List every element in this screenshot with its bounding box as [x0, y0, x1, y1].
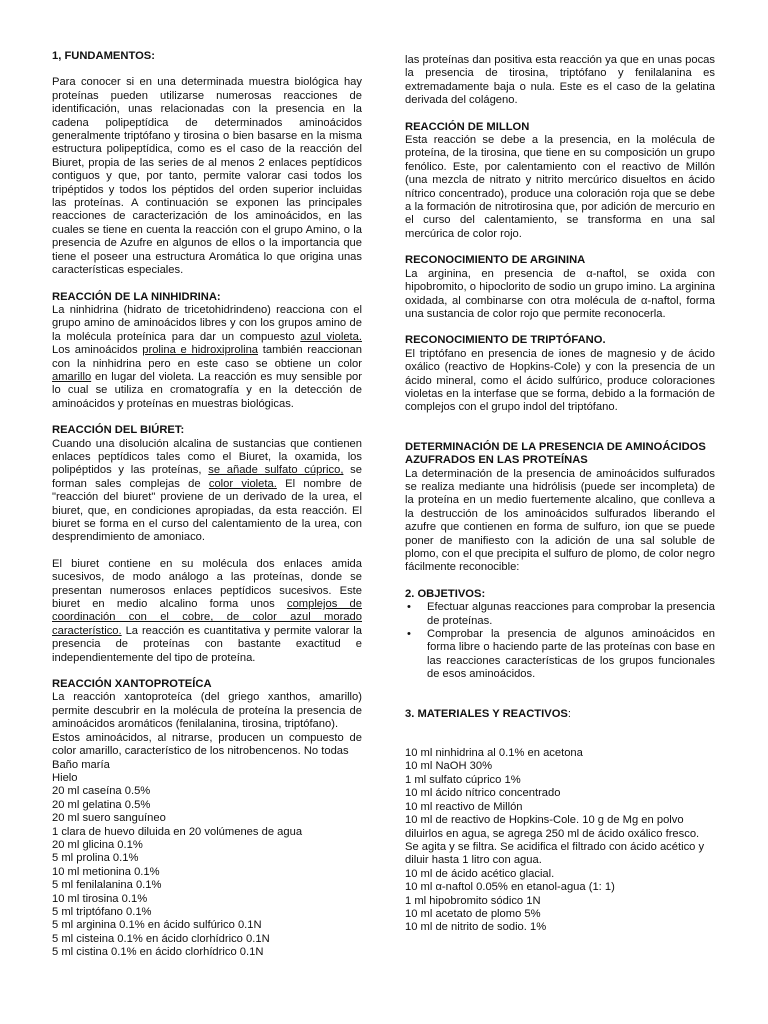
heading-xantoproteica: REACCIÓN XANTOPROTEÍCA: [52, 678, 212, 691]
list-item: 20 ml glicina 0.1%: [52, 838, 143, 851]
paragraph-millon: Esta reacción se debe a la presencia, en la molécula de proteína, de la tirosina, que tiene en su composición un grupo fenólico. Este, por calentamiento con el reactivo de Millón (una mezcla de nitrato y nitrito mercúrico disueltos en ácido nítrico concentrado), produce una coloración roja que se debe a la formación de nitrotirosina que, por adición de mercurio en el curso del calentamiento, se transforma en una sal mercúrica de color rojo.: [405, 134, 715, 240]
list-item: 10 ml acetato de plomo 5%: [405, 907, 541, 920]
paragraph-ninhidrina: La ninhidrina (hidrato de tricetohidrindeno) reacciona con el grupo amino de aminoácidos libres y con los grupos amino de la molécula proteínica para dar un compuesto azul violeta. Los aminoácidos prolina e hidroxiprolina también reaccionan con la ninhidrina pero en este caso se obtiene un color amarillo en lugar del violeta. La reacción es muy sensible por lo cual se utiliza en cromatografía y en la detección de aminoácidos y proteínas en muestras biológicas.: [52, 303, 362, 410]
list-item: 5 ml cistina 0.1% en ácido clorhídrico 0.1N: [52, 946, 264, 959]
list-item: 5 ml arginina 0.1% en ácido sulfúrico 0.1N: [52, 919, 262, 932]
paragraph-xantoproteica-2: Estos aminoácidos, al nitrarse, producen un compuesto de color amarillo, característico de los nitrobencenos. No todas: [52, 731, 362, 758]
heading-arginina: RECONOCIMIENTO DE ARGININA: [405, 254, 586, 267]
list-item: 10 ml de reactivo de Hopkins-Cole. 10 g de Mg en polvo diluirlos en agua, se agrega 250 ml de ácido oxálico fresco. Se agita y se filtra. Se acidifica el filtrado con ácido acético y diluir hasta 1 litro con agua.: [405, 814, 705, 867]
heading-azufrados: DETERMINACIÓN DE LA PRESENCIA DE AMINOÁCIDOS AZUFRADOS EN LAS PROTEÍNAS: [405, 440, 706, 467]
right-column: [405, 54, 715, 935]
list-item: 10 ml NaOH 30%: [405, 760, 493, 773]
list-item: 5 ml cisteina 0.1% en ácido clorhídrico 0.1N: [52, 932, 270, 945]
list-item: 5 ml triptófano 0.1%: [52, 905, 152, 918]
materials-list: [52, 759, 362, 960]
paragraph-fundamentos: Para conocer si en una determinada muestra biológica hay proteínas pueden utilizarse numerosas reacciones de identificación, unas relacionadas con la presencia en la cadena polipeptídica de determinados aminoácidos generalmente triptófano y tirosina o bien basarse en la misma estructura polipeptídica, como es el caso de la reacción del Biuret, propia de las series de al menos 2 enlaces peptídicos contiguos y que, por tanto, permite valorar casi todos los tripéptidos y todos los péptidos del orden superior incluidas las proteínas. A continuación se exponen las principales reacciones de caracterización de los aminoácidos, en las cuales se tiene en cuenta la reacción con el grupo Amino, o la presencia de Azufre en algunos de ellos o la importancia que tiene el poseer una estructura Aromática lo que origina unas características especiales.: [52, 76, 362, 277]
reagents-list: [405, 747, 715, 935]
list-item: 10 ml de nitrito de sodio. 1%: [405, 921, 547, 934]
paragraph-biuret: Cuando una disolución alcalina de sustancias que contienen enlaces peptídicos tales como el Biuret, la oxamida, los polipéptidos y las proteínas, se añade sulfato cúprico, se forman sales complejas de color violeta. El nombre de "reacción del biuret" proviene de un derivado de la urea, el biuret, que, en condiciones apropiadas, da esta reacción. El biuret se forma en el curso del calentamiento de la urea, con desprendimiento de amoniaco.: [52, 437, 362, 544]
list-item: 10 ml de ácido acético glacial.: [405, 867, 555, 880]
left-column: [52, 50, 362, 960]
list-item: 10 ml ninhidrina al 0.1% en acetona: [405, 747, 583, 760]
section-title-fundamentos: 1, FUNDAMENTOS:: [52, 50, 155, 62]
paragraph-biuret-2: El biuret contiene en su molécula dos enlaces amida sucesivos, de modo análogo a las proteínas, donde se presentan numerosos enlaces peptídicos sucesivos. Este biuret en medio alcalino forma unos complejos de coordinación con el cobre, de color azul morado característico. La reacción es cuantitativa y permite valorar la presencia de proteínas con bastante exactitud e independientemente del tipo de proteína.: [52, 557, 362, 664]
paragraph-xantoproteica: La reacción xantoproteíca (del griego xanthos, amarillo) permite descubrir en la molécula de proteína la presencia de aminoácidos aromáticos (fenilalanina, tirosina, triptófano).: [52, 691, 362, 731]
list-item: 20 ml suero sanguíneo: [52, 812, 166, 825]
heading-ninhidrina: REACCIÓN DE LA NINHIDRINA:: [52, 290, 221, 303]
heading-triptofano: RECONOCIMIENTO DE TRIPTÓFANO.: [405, 334, 606, 347]
objectives-list: [405, 601, 715, 681]
list-item: • Comprobar la presencia de algunos aminoácidos en forma libre o haciendo parte de las proteínas con base en las reacciones características de los grupos funcionales de esos aminoácidos.: [427, 628, 715, 682]
list-item: 20 ml caseína 0.5%: [52, 785, 151, 798]
list-item: 1 clara de huevo diluida en 20 volúmenes de agua: [52, 825, 303, 838]
paragraph-azufrados: La determinación de la presencia de aminoácidos sulfurados se realiza mediante una hidrólisis (puede ser incompleta) de la proteína en un medio fuertemente alcalino, que conlleva a la destrucción de los aminoácidos sulfurados liberando el azufre que contienen en forma de sulfuro, ion que se puede poner de manifiesto con la adición de una sal soluble de plomo, con el que precipita el sulfuro de plomo, de color negro fácilmente reconocible:: [405, 467, 715, 574]
list-item: Hielo: [52, 771, 78, 784]
list-item: 10 ml ácido nítrico concentrado: [405, 787, 561, 800]
heading-millon: REACCIÓN DE MILLON: [405, 120, 530, 133]
list-item: 10 ml α-naftol 0.05% en etanol-agua (1: 1): [405, 881, 615, 894]
paragraph-arginina: La arginina, en presencia de α-naftol, se oxida con hipobromito, o hipoclorito de sodio un grupo imino. La arginina oxidada, al combinarse con otra molécula de α-naftol, forma una sustancia de color rojo que permite reconocerla.: [405, 267, 715, 320]
list-item: Baño maría: [52, 758, 110, 771]
list-item: 1 ml sulfato cúprico 1%: [405, 773, 521, 786]
section-title-objetivos: 2. OBJETIVOS:: [405, 587, 486, 600]
list-item: 10 ml metionina 0.1%: [52, 865, 160, 878]
paragraph-xantoproteica-cont: las proteínas dan positiva esta reacción ya que en unas pocas la presencia de tirosina, triptófano y fenilalanina es extremadamente baja o nula. Este es el caso de la gelatina derivada del colágeno.: [405, 54, 715, 107]
list-item: 10 ml reactivo de Millón: [405, 800, 523, 813]
section-title-materiales: 3. MATERIALES Y REACTIVOS:: [405, 707, 571, 720]
heading-biuret: REACCIÓN DEL BIÚRET:: [52, 424, 185, 437]
list-item: 5 ml prolina 0.1%: [52, 852, 139, 865]
list-item: 20 ml gelatina 0.5%: [52, 798, 151, 811]
list-item: • Efectuar algunas reacciones para comprobar la presencia de proteínas.: [427, 601, 715, 628]
paragraph-triptofano: El triptófano en presencia de iones de magnesio y de ácido oxálico (reactivo de Hopkins-Cole) y con la presencia de un ácido mineral, como el ácido sulfúrico, produce coloraciones violetas en la interfase que se forma, debido a la formación de complejos con el grupo indol del triptófano.: [405, 347, 715, 414]
list-item: 5 ml fenilalanina 0.1%: [52, 879, 162, 892]
list-item: 10 ml tirosina 0.1%: [52, 892, 148, 905]
list-item: 1 ml hipobromito sódico 1N: [405, 894, 541, 907]
